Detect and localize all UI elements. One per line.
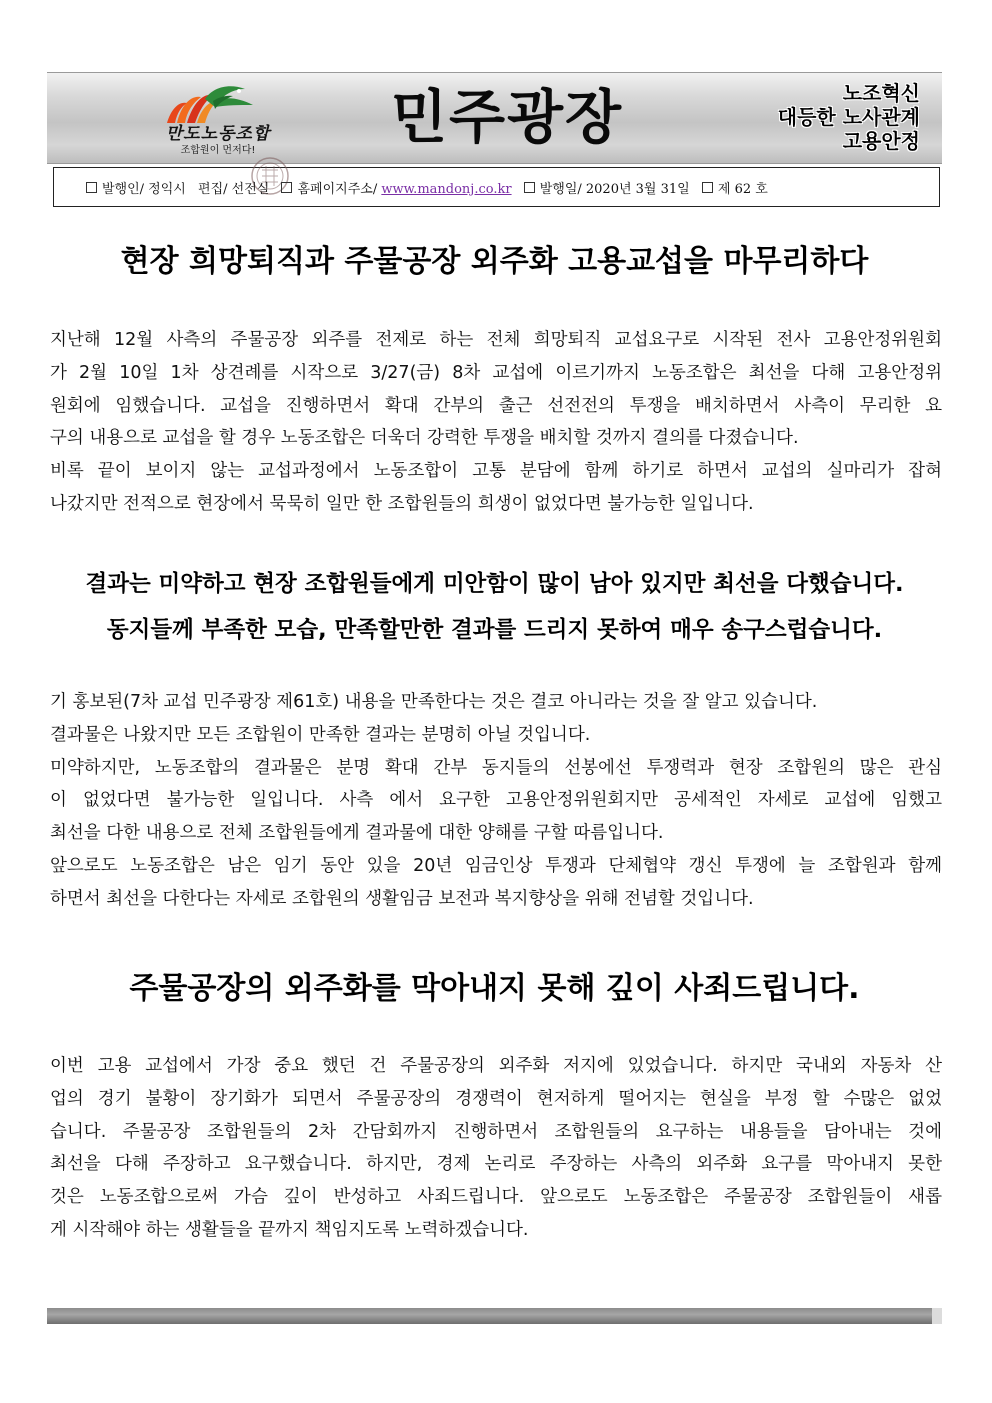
subheadline-2: 동지들께 부족한 모습, 만족할만한 결과를 드리지 못하여 매우 송구스럽습니다. xyxy=(106,617,883,643)
publication-info-bar xyxy=(53,167,940,207)
paragraph-2 xyxy=(50,686,942,916)
paragraph-line: 비록 끝이 보이지 않는 교섭과정에서 노동조합이 고통 분담에 함께 하기로 하면서 교섭의 실마리가 잡혀 xyxy=(50,461,942,482)
paragraph-line: 앞으로도 노동조합은 남은 임기 동안 있을 20년 임금인상 투쟁과 단체협약 갱신 투쟁에 늘 조합원과 함께 xyxy=(50,855,942,876)
paragraph-line: 가 2월 10일 1차 상견례를 시작으로 3/27(금) 8차 교섭에 이르기까지 노동조합은 최선을 다해 고용안정위 xyxy=(50,362,942,383)
homepage-label: 홈페이지주소/ xyxy=(297,182,378,197)
paragraph-line: 기 홍보된(7차 교섭 민주광장 제61호) 내용을 만족한다는 것은 결코 아니라는 것을 잘 알고 있습니다. xyxy=(50,692,818,712)
checkbox-bullet-icon xyxy=(86,182,97,193)
footer-bar xyxy=(47,1308,942,1324)
paragraph-line: 게 시작해야 하는 생활들을 끝까지 책임지도록 노력하겠습니다. xyxy=(50,1219,529,1240)
paragraph-line: 결과물은 나왔지만 모든 조합원이 만족한 결과는 분명히 아닐 것입니다. xyxy=(50,724,591,745)
paragraph-line: 미약하지만, 노동조합의 결과물은 분명 확대 간부 동지들의 선봉에선 투쟁력과 현장 조합원의 많은 관심 xyxy=(50,757,942,778)
paragraph-line: 이번 고용 교섭에서 가장 중요 했던 건 주물공장의 외주화 저지에 있었습니다. 하지만 국내외 자동차 산 xyxy=(50,1056,942,1076)
checkbox-bullet-icon xyxy=(702,182,713,193)
motto-item: 대등한 노사관계 xyxy=(777,105,920,129)
motto-list xyxy=(710,81,920,153)
paragraph-line: 최선을 다한 내용으로 전체 조합원들에게 결과물에 대한 양해를 구할 따름입니다. xyxy=(50,823,664,844)
paragraph-line: 최선을 다해 주장하고 요구했습니다. 하지만, 경제 논리로 주장하는 사측의 외주화 요구를 막아내지 못한 xyxy=(50,1154,942,1175)
publisher-info: 발행인/ 정익시 xyxy=(102,182,186,197)
paragraph-line: 이 없었다면 불가능한 일입니다. 사측 에서 요구한 고용안정위원회지만 공세적인 자세로 교섭에 임했고 xyxy=(50,790,942,811)
subheadline-1: 결과는 미약하고 현장 조합원들에게 미안함이 많이 남아 있지만 최선을 다했습니다. xyxy=(85,571,904,597)
masthead xyxy=(47,72,942,164)
paragraph-line: 원회에 임했습니다. 교섭을 진행하면서 확대 간부의 출근 선전전의 투쟁을 배치하면서 사측이 무리한 요 xyxy=(50,395,942,416)
paragraph-line: 업의 경기 불황이 장기화가 되면서 주물공장의 경쟁력이 현저하게 떨어지는 현실을 부정 할 수많은 없었 xyxy=(50,1088,942,1109)
motto-item: 노조혁신 xyxy=(842,81,920,105)
headline-apology: 주물공장의 외주화를 막아내지 못해 깊이 사죄드립니다. xyxy=(129,971,860,1006)
publication-info xyxy=(86,178,768,197)
checkbox-bullet-icon xyxy=(281,182,292,193)
issue-number: 제 62 호 xyxy=(717,182,768,197)
checkbox-bullet-icon xyxy=(524,182,535,193)
paragraph-line: 습니다. 주물공장 조합원들의 2차 간담회까지 진행하면서 조합원들의 요구하는 내용들을 담아내는 것에 xyxy=(50,1121,942,1142)
paragraph-line: 하면서 최선을 다한다는 자세로 조합원의 생활임금 보전과 복지향상을 위해 전념할 것입니다. xyxy=(50,888,754,909)
paragraph-line: 것은 노동조합으로써 가슴 깊이 반성하고 사죄드립니다. 앞으로도 노동조합은 주물공장 조합원들이 새롭 xyxy=(50,1187,942,1208)
homepage-link[interactable]: www.mandonj.co.kr xyxy=(381,182,512,197)
paragraph-3 xyxy=(50,1050,942,1247)
paragraph-line: 구의 내용으로 교섭을 할 경우 노동조합은 더욱더 강력한 투쟁을 배치할 것까지 결의를 다졌습니다. xyxy=(50,428,799,449)
union-logo-text: 만도노동조합 xyxy=(165,124,271,144)
editor-info: 편집/ 선전실 xyxy=(198,182,270,197)
union-logo xyxy=(125,79,303,159)
paragraph-line: 나갔지만 전적으로 현장에서 묵묵히 일만 한 조합원들의 희생이 없었다면 불가능한 일입니다. xyxy=(50,493,754,514)
publication-date: 발행일/ 2020년 3월 31일 xyxy=(539,182,690,197)
paragraph-line: 지난해 12월 사측의 주물공장 외주를 전제로 하는 전체 희망퇴직 교섭요구로 시작된 전사 고용안정위원회 xyxy=(50,330,942,350)
motto-item: 고용안정 xyxy=(842,129,920,153)
paragraph-1 xyxy=(50,324,942,521)
union-slogan: 조합원이 먼저다! xyxy=(180,145,256,156)
footer-bar-cap xyxy=(932,1308,942,1324)
newsletter-title: 민주광장 xyxy=(390,83,624,151)
headline-main: 현장 희망퇴직과 주물공장 외주화 고용교섭을 마무리하다 xyxy=(120,244,869,279)
